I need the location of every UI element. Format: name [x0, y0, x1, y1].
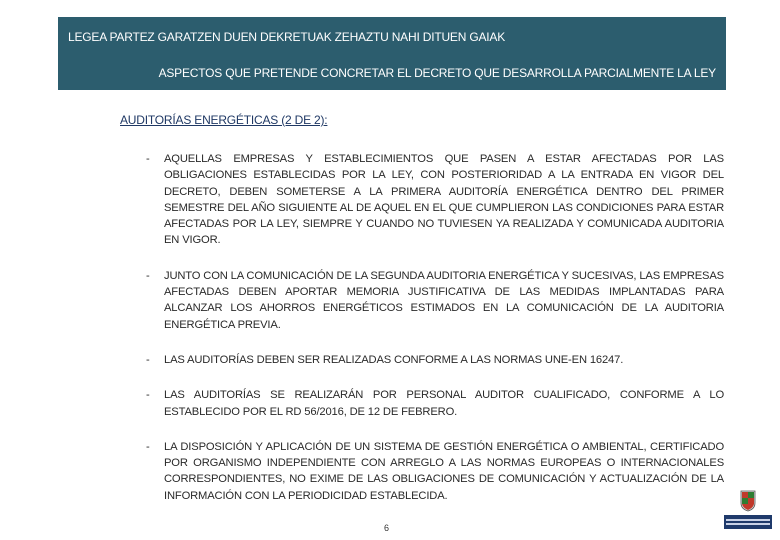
bullet-text: LA DISPOSICIÓN Y APLICACIÓN DE UN SISTEMA DE GESTIÓN ENERGÉTICA O AMBIENTAL, CERTIFICADO POR ORGANISMO INDEPENDIENTE CON ARREGLO A LAS NORMAS EUROPEAS O INTERNACIONALES CORRESPONDIENTES, NO EXIME DE LAS OBLIGACIONES DE COMUNICACIÓN Y ACTUALIZACIÓN DE LA INFORMACIÓN CON LA PERIODICIDAD ESTABLECIDA. [164, 440, 724, 502]
header-banner [58, 17, 726, 90]
basque-government-shield-icon [740, 490, 756, 512]
header-title-basque: LEGEA PARTEZ GARATZEN DUEN DEKRETUAK ZEHAZTU NAHI DITUEN GAIAK [68, 30, 506, 44]
bullet-item [146, 151, 724, 249]
bullet-item [146, 268, 724, 333]
bullet-item [146, 387, 724, 420]
header-title-spanish: ASPECTOS QUE PRETENDE CONCRETAR EL DECRETO QUE DESARROLLA PARCIALMENTE LA LEY [158, 66, 716, 80]
bullet-list [146, 151, 724, 504]
bullet-dash: - [146, 269, 150, 282]
bullet-dash: - [146, 353, 150, 366]
bullet-dash: - [146, 440, 150, 453]
bullet-text: AQUELLAS EMPRESAS Y ESTABLECIMIENTOS QUE PASEN A ESTAR AFECTADAS POR LAS OBLIGACIONES ESTABLECIDAS POR LA LEY, CON POSTERIORIDAD A LA ENTRADA EN VIGOR DEL DECRETO, DEBEN SOMETERSE A LA PRIMERA AUDITORÍA ENERGÉTICA DENTRO DEL PRIMER SEMESTRE DEL AÑO SIGUIENTE AL DE AQUEL EN EL QUE CUMPLIERON LAS CONDICIONES PARA ESTAR AFECTADAS POR LA LEY, SIEMPRE Y CUANDO NO TUVIESEN YA REALIZADA Y COMUNICADA AUDITORIA EN VIGOR. [164, 153, 724, 247]
bullet-text: JUNTO CON LA COMUNICACIÓN DE LA SEGUNDA AUDITORIA ENERGÉTICA Y SUCESIVAS, LAS EMPRESAS AFECTADAS DEBEN APORTAR MEMORIA JUSTIFICATIVA DE LAS MEDIDAS IMPLANTADAS PARA ALCANZAR LOS AHORROS ENERGÉTICOS ESTIMADOS EN LA COMUNICACIÓN DE LA AUDITORIA ENERGÉTICA PREVIA. [164, 269, 724, 331]
basque-government-logo [724, 490, 772, 536]
bullet-dash: - [146, 153, 150, 165]
bullet-item [146, 439, 724, 504]
bullet-text: LAS AUDITORÍAS DEBEN SER REALIZADAS CONFORME A LAS NORMAS UNE-EN 16247. [164, 353, 624, 366]
bullet-item [146, 352, 724, 368]
section-title: AUDITORÍAS ENERGÉTICAS (2 DE 2): [120, 113, 328, 127]
bullet-dash: - [146, 389, 150, 402]
bullet-text: LAS AUDITORÍAS SE REALIZARÁN POR PERSONAL AUDITOR CUALIFICADO, CONFORME A LO ESTABLECIDO POR EL RD 56/2016, DE 12 DE FEBRERO. [164, 389, 724, 418]
logo-plate [724, 515, 772, 529]
page-number: 6 [384, 523, 390, 533]
